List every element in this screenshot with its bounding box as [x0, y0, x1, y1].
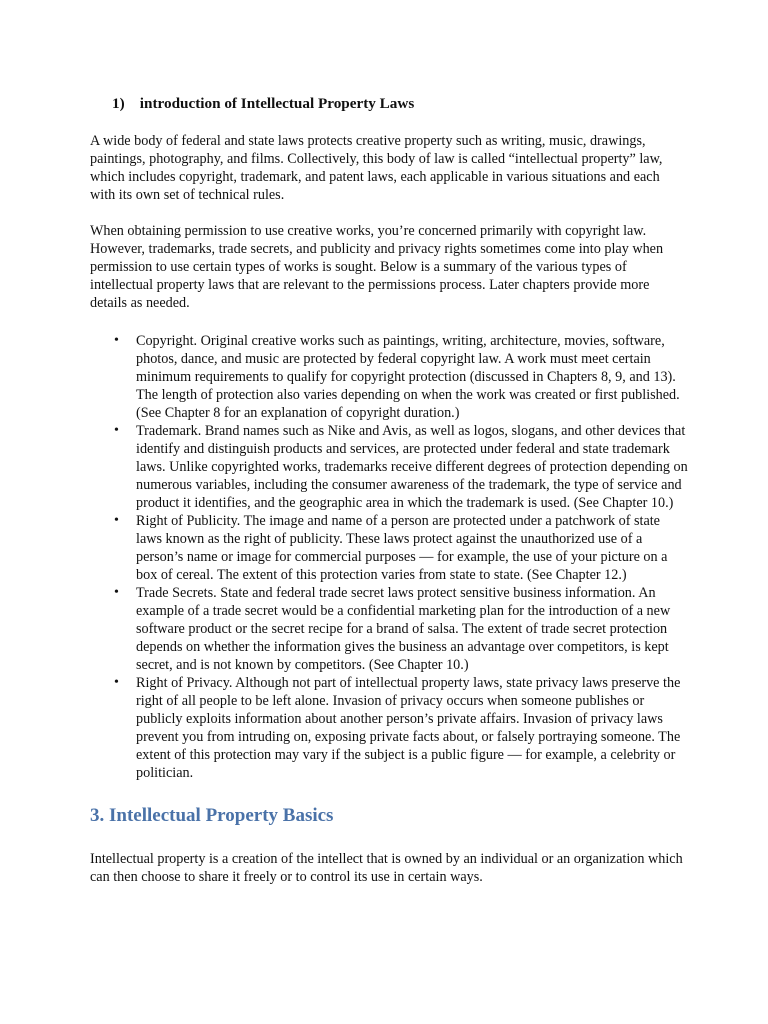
list-item-copyright	[114, 332, 688, 422]
list-item-text: Right of Privacy. Although not part of intellectual property laws, state privacy laws preserve the right of all people to be left alone. Invasion of privacy occurs when someone publishes or publicly exploits information about another person’s private affairs. Invasion of privacy laws prevent you from intruding on, exposing private facts about, or falsely portraying someone. The extent of this protection may vary if the subject is a public figure — for example, a celebrity or politician.	[136, 675, 681, 781]
intro-paragraph: A wide body of federal and state laws protects creative property such as writing, music, drawings, paintings, photography, and films. Collectively, this body of law is called “intellectual property” law, which includes copyright, trademark, and patent laws, each applicable in various situations and each with its own set of technical rules.	[90, 133, 663, 203]
permissions-paragraph: When obtaining permission to use creative works, you’re concerned primarily with copyright law. However, trademarks, trade secrets, and publicity and privacy rights sometimes come into play when permission to use certain types of works is sought. Below is a summary of the various types of intellectual property laws that are relevant to the permissions process. Later chapters provide more details as needed.	[90, 223, 664, 311]
list-item-trademark	[114, 422, 688, 512]
list-item-text: Copyright. Original creative works such as paintings, writing, architecture, movies, software, photos, dance, and music are protected by federal copyright law. A work must meet certain minimum requirements to qualify for copyright protection (discussed in Chapters 8, 9, and 13). The length of protection also varies depending on when the work was created or first published. (See Chapter 8 for an explanation of copyright duration.)	[136, 333, 680, 421]
section-1-heading	[112, 94, 688, 114]
bullet-icon: •	[114, 585, 119, 600]
bullet-icon: •	[114, 333, 119, 348]
section-3-heading: 3. Intellectual Property Basics	[90, 805, 334, 826]
bullet-icon: •	[114, 675, 119, 690]
ip-basics-paragraph: Intellectual property is a creation of the intellect that is owned by an individual or an organization which can then choose to share it freely or to control its use in certain ways.	[90, 851, 683, 885]
list-item-right-of-privacy	[114, 674, 688, 782]
section-1-title: introduction of Intellectual Property Laws	[139, 95, 415, 112]
section-1-number: 1)	[112, 95, 125, 112]
list-item-text: Trade Secrets. State and federal trade secret laws protect sensitive business information. An example of a trade secret would be a confidential marketing plan for the introduction of a new software product or the secret recipe for a brand of salsa. The extent of trade secret protection depends on whether the information gives the business an advantage over competitors, is kept secret, and is not known by competitors. (See Chapter 10.)	[136, 585, 671, 673]
list-item-right-of-publicity	[114, 512, 688, 584]
list-item-text: Trademark. Brand names such as Nike and Avis, as well as logos, slogans, and other devices that identify and distinguish products and services, are protected under federal and state trademark laws. Unlike copyrighted works, trademarks receive different degrees of protection depending on numerous variables, including the consumer awareness of the trademark, the type of service and product it identifies, and the geographic area in which the trademark is used. (See Chapter 10.)	[136, 423, 688, 511]
bullet-icon: •	[114, 513, 119, 528]
ip-law-types-list	[90, 332, 688, 782]
list-item-text: Right of Publicity. The image and name of a person are protected under a patchwork of state laws known as the right of publicity. These laws protect against the unauthorized use of a person’s name or image for commercial purposes — for example, the use of your picture on a box of cereal. The extent of this protection varies from state to state. (See Chapter 12.)	[136, 513, 668, 583]
list-item-trade-secrets	[114, 584, 688, 674]
bullet-icon: •	[114, 423, 119, 438]
